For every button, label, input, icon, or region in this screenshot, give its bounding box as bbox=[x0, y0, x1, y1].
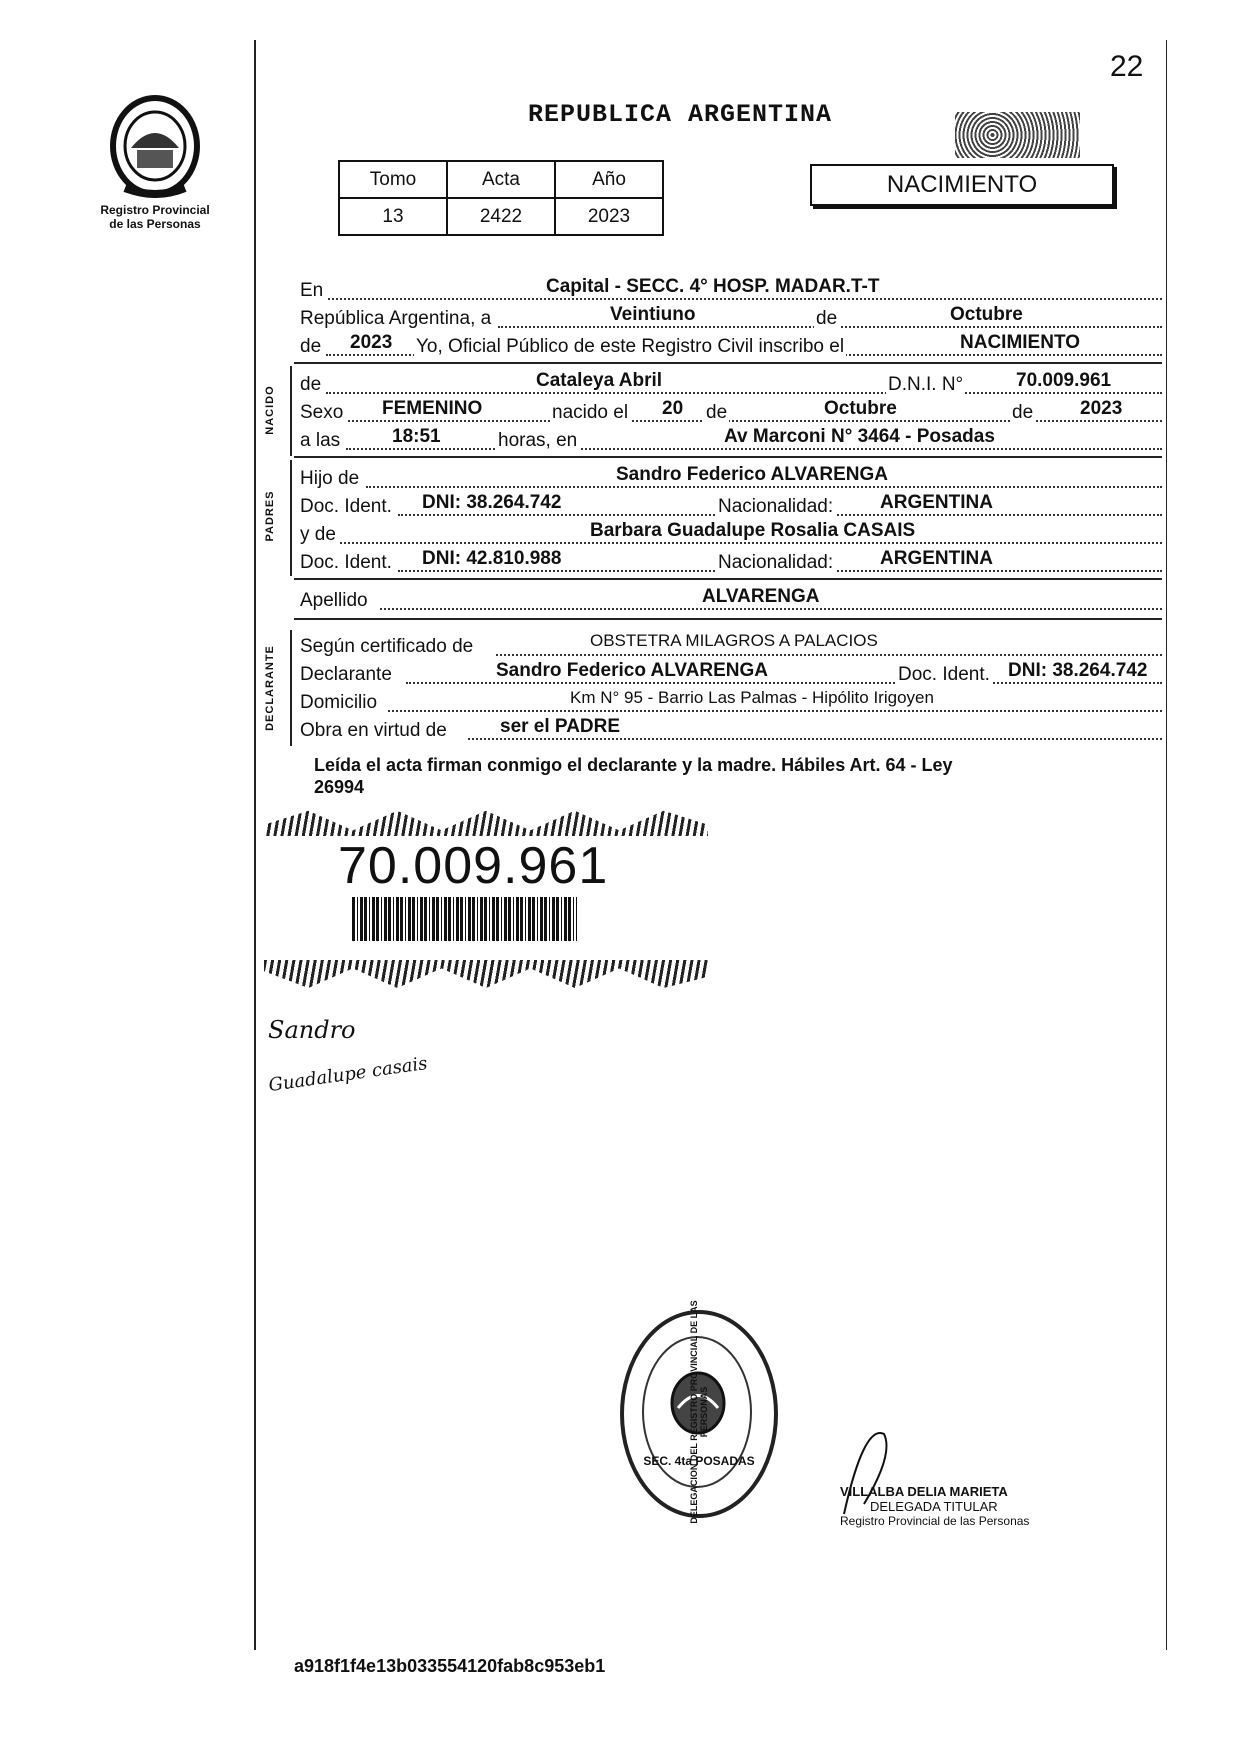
row-declarante bbox=[300, 660, 1162, 688]
table-header-anio: Año bbox=[555, 161, 663, 198]
document-hash: a918f1f4e13b033554120fab8c953eb1 bbox=[294, 1656, 606, 1676]
nacido-dia: 20 bbox=[662, 398, 684, 419]
nac2-label: Nacionalidad: bbox=[718, 552, 834, 573]
inscribo-value: NACIMIENTO bbox=[960, 332, 1080, 353]
province-seal-icon bbox=[105, 88, 205, 198]
dots bbox=[388, 710, 1162, 712]
declarante-label: Declarante bbox=[300, 664, 392, 685]
nombre-value: Cataleya Abril bbox=[536, 370, 663, 391]
official-name: VILLALBA DELIA MARIETA bbox=[840, 1484, 1008, 1499]
row-republica bbox=[300, 304, 1162, 332]
section-bar-declarante bbox=[290, 630, 292, 746]
security-hologram bbox=[955, 112, 1080, 158]
id-number-large: 70.009.961 bbox=[338, 837, 609, 895]
declarante-value: Sandro Federico ALVARENGA bbox=[496, 660, 769, 681]
row-sexo bbox=[300, 398, 1162, 426]
signature-declarante: Sandro bbox=[268, 1016, 356, 1044]
sexo-value: FEMENINO bbox=[382, 398, 483, 419]
side-label-padres: PADRES bbox=[264, 490, 276, 542]
closing-line-1: Leída el acta firman conmigo el declarante y la madre. Hábiles Art. 64 - Ley bbox=[314, 755, 953, 775]
row-cert bbox=[300, 632, 1162, 660]
hora-value: 18:51 bbox=[392, 426, 441, 447]
table-header-tomo: Tomo bbox=[339, 161, 447, 198]
doc3-label: Doc. Ident. bbox=[898, 664, 990, 685]
registry-logo bbox=[100, 88, 210, 231]
row-ymadre bbox=[300, 520, 1162, 548]
dots bbox=[326, 392, 1162, 394]
de-label-4: de bbox=[1012, 402, 1034, 423]
security-band-top bbox=[264, 808, 708, 836]
domicilio-label: Domicilio bbox=[300, 692, 378, 713]
lugar-value: Av Marconi N° 3464 - Posadas bbox=[724, 426, 995, 447]
section-bar-padres bbox=[290, 460, 292, 576]
table-value-anio: 2023 bbox=[555, 198, 663, 235]
de-label-1: de bbox=[816, 308, 838, 329]
dots bbox=[406, 682, 1162, 684]
doc2-label: Doc. Ident. bbox=[300, 552, 392, 573]
dots bbox=[328, 298, 1162, 300]
anio-value: 2023 bbox=[350, 332, 393, 353]
security-band-bottom bbox=[264, 960, 708, 988]
divider bbox=[294, 456, 1162, 458]
dni-value: 70.009.961 bbox=[1016, 370, 1112, 391]
official-title: DELEGADA TITULAR bbox=[870, 1499, 998, 1514]
side-label-nacido: NACIDO bbox=[264, 385, 276, 435]
side-label-declarante: DECLARANTE bbox=[264, 645, 276, 731]
dia-value: Veintiuno bbox=[610, 304, 696, 325]
nac2-value: ARGENTINA bbox=[880, 548, 993, 569]
section-bar-nacido bbox=[290, 366, 292, 456]
de-label-2: de bbox=[300, 336, 322, 357]
table-header-acta: Acta bbox=[447, 161, 555, 198]
logo-caption-2: de las Personas bbox=[109, 217, 201, 231]
obra-label: Obra en virtud de bbox=[300, 720, 447, 741]
de-label-3: de bbox=[706, 402, 728, 423]
en-label: En bbox=[300, 280, 324, 301]
row-obra bbox=[300, 716, 1162, 744]
nac1-label: Nacionalidad: bbox=[718, 496, 834, 517]
page-number: 22 bbox=[1110, 50, 1144, 83]
dni-label: D.N.I. N° bbox=[888, 374, 964, 395]
signature-madre: Guadalupe casais bbox=[267, 1052, 429, 1097]
divider bbox=[294, 362, 1162, 364]
stamp-inner-text: SEC. 4ta POSADAS bbox=[643, 1454, 755, 1468]
doc2-value: DNI: 42.810.988 bbox=[422, 548, 562, 569]
row-apellido bbox=[300, 586, 1162, 614]
padre-value: Sandro Federico ALVARENGA bbox=[616, 464, 889, 485]
row-doc1 bbox=[300, 492, 1162, 520]
row-doc2 bbox=[300, 548, 1162, 576]
dots bbox=[340, 542, 1162, 544]
cert-value: OBSTETRA MILAGROS A PALACIOS bbox=[590, 631, 878, 650]
row-nombre bbox=[300, 370, 1162, 398]
official-block bbox=[840, 1484, 1080, 1528]
dots bbox=[496, 654, 1162, 656]
nacido-label: nacido el bbox=[552, 402, 629, 423]
dots bbox=[346, 448, 1162, 450]
madre-value: Barbara Guadalupe Rosalia CASAIS bbox=[590, 520, 916, 541]
row-hora bbox=[300, 426, 1162, 454]
official-office: Registro Provincial de las Personas bbox=[840, 1514, 1030, 1528]
doc-type-box: NACIMIENTO bbox=[810, 164, 1114, 206]
ymadre-label: y de bbox=[300, 524, 336, 545]
doc1-label: Doc. Ident. bbox=[300, 496, 392, 517]
doc3-value: DNI: 38.264.742 bbox=[1008, 660, 1148, 681]
registry-table bbox=[338, 160, 664, 236]
domicilio-value: Km N° 95 - Barrio Las Palmas - Hipólito Irigoyen bbox=[570, 688, 934, 707]
hijo-label: Hijo de bbox=[300, 468, 360, 489]
closing-line-2: 26994 bbox=[314, 777, 365, 797]
mes-value: Octubre bbox=[950, 304, 1023, 325]
row-domicilio bbox=[300, 688, 1162, 716]
logo-caption-1: Registro Provincial bbox=[100, 203, 210, 217]
table-value-acta: 2422 bbox=[447, 198, 555, 235]
republica-label: República Argentina, a bbox=[300, 308, 492, 329]
row-en bbox=[300, 276, 1162, 304]
dots bbox=[366, 486, 1162, 488]
official-stamp bbox=[620, 1300, 778, 1524]
nombre-label: de bbox=[300, 374, 322, 395]
yo-text: Yo, Oficial Público de este Registro Civil inscribo el bbox=[416, 336, 845, 357]
horas-label: horas, en bbox=[498, 430, 578, 451]
right-margin-line bbox=[1166, 40, 1167, 1650]
nacido-mes: Octubre bbox=[824, 398, 897, 419]
dots bbox=[380, 608, 1162, 610]
barcode bbox=[352, 897, 577, 941]
apellido-value: ALVARENGA bbox=[702, 586, 820, 607]
nac1-value: ARGENTINA bbox=[880, 492, 993, 513]
en-value: Capital - SECC. 4° HOSP. MADAR.T-T bbox=[546, 276, 880, 297]
doc1-value: DNI: 38.264.742 bbox=[422, 492, 562, 513]
row-anio bbox=[300, 332, 1162, 360]
hora-label: a las bbox=[300, 430, 341, 451]
row-hijo bbox=[300, 464, 1162, 492]
left-margin-line bbox=[254, 40, 256, 1650]
divider bbox=[294, 618, 1162, 620]
dots bbox=[468, 738, 1162, 740]
nacido-anio: 2023 bbox=[1080, 398, 1123, 419]
closing-text bbox=[314, 754, 953, 798]
sexo-label: Sexo bbox=[300, 402, 344, 423]
stamp-text: DELEGACION DEL REGISTRO PROVINCIAL DE LAS PERSONAS bbox=[689, 1300, 709, 1524]
document-title: REPUBLICA ARGENTINA bbox=[528, 100, 833, 129]
apellido-label: Apellido bbox=[300, 590, 368, 611]
table-value-tomo: 13 bbox=[339, 198, 447, 235]
obra-value: ser el PADRE bbox=[500, 716, 621, 737]
cert-label: Según certificado de bbox=[300, 636, 474, 657]
dots bbox=[348, 420, 1162, 422]
divider bbox=[294, 578, 1162, 580]
